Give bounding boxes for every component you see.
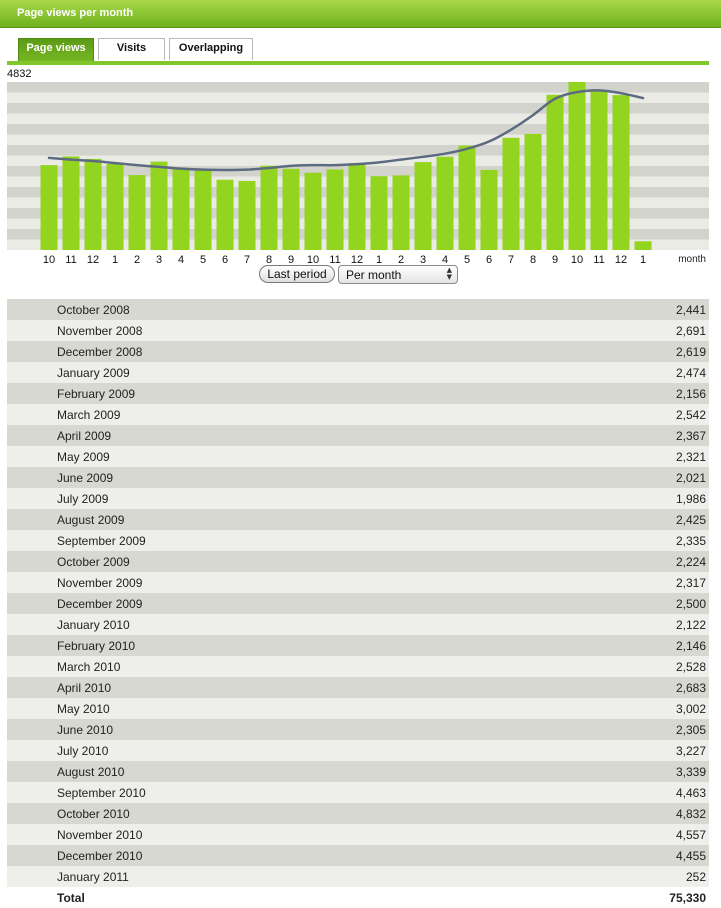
row-value: 1,986	[675, 492, 706, 506]
row-value: 4,455	[675, 849, 706, 863]
chart-bar	[371, 176, 388, 250]
table-row	[7, 404, 709, 425]
chart-bar	[41, 165, 58, 250]
row-value: 4,463	[675, 786, 706, 800]
chart-x-tick-label: 8	[265, 254, 273, 265]
chart-x-tick-label: 12	[86, 254, 100, 265]
chart-bar	[305, 173, 322, 250]
row-value: 2,122	[675, 618, 706, 632]
chart-bar	[481, 170, 498, 250]
table-row	[7, 488, 709, 509]
chart-bar	[261, 166, 278, 250]
row-value: 2,156	[675, 387, 706, 401]
last-period-button[interactable]: Last period	[259, 265, 335, 283]
row-month: July 2010	[57, 744, 109, 758]
chart-bar	[393, 175, 410, 250]
chart-x-tick-label: 10	[42, 254, 56, 265]
table-row	[7, 551, 709, 572]
table-row	[7, 320, 709, 341]
table-row	[7, 446, 709, 467]
table-row	[7, 761, 709, 782]
chart-x-tick-label: 11	[593, 254, 605, 265]
table-row	[7, 425, 709, 446]
table-row	[7, 509, 709, 530]
row-month: May 2010	[57, 702, 110, 716]
chart-bar	[613, 95, 630, 250]
chart-x-tick-label: 6	[221, 254, 229, 265]
table-row	[7, 341, 709, 362]
chart-bar	[547, 95, 564, 250]
row-month: June 2010	[57, 723, 114, 737]
table-row	[7, 866, 709, 887]
chart-x-axis-label: month	[678, 254, 706, 265]
chart-x-tick-label: 2	[397, 254, 405, 265]
chart-bar	[525, 134, 542, 250]
chart-bar	[437, 157, 454, 250]
row-value: 2,425	[675, 513, 706, 527]
chart-x-tick-label: 4	[177, 254, 185, 265]
chart-x-tick-label: 1	[111, 254, 119, 265]
chart-x-tick-label: 8	[529, 254, 537, 265]
chart-bar	[591, 92, 608, 250]
table-row	[7, 719, 709, 740]
row-month: March 2010	[57, 660, 121, 674]
table-row	[7, 635, 709, 656]
table-row	[7, 383, 709, 404]
row-month: December 2009	[57, 597, 143, 611]
chart-bar	[107, 164, 124, 250]
row-value: 2,305	[675, 723, 706, 737]
updown-arrows-icon: ▲ ▼	[446, 266, 452, 281]
row-month: October 2008	[57, 303, 130, 317]
row-value: 2,683	[675, 681, 706, 695]
table-row	[7, 467, 709, 488]
tab-overlapping[interactable]: Overlapping	[169, 38, 253, 60]
chart-bar	[217, 180, 234, 250]
table-row	[7, 572, 709, 593]
row-month: October 2010	[57, 807, 130, 821]
table-row	[7, 824, 709, 845]
chart-x-tick-label: 2	[133, 254, 141, 265]
table-row	[7, 698, 709, 719]
row-value: 2,335	[675, 534, 706, 548]
row-month: November 2008	[57, 324, 143, 338]
row-month: February 2009	[57, 387, 136, 401]
chart-x-tick-label: 4	[441, 254, 449, 265]
chart-x-tick-label: 10	[306, 254, 320, 265]
row-value: 2,321	[675, 450, 706, 464]
row-month: August 2009	[57, 513, 125, 527]
chart-x-tick-label: 9	[551, 254, 559, 265]
table-row	[7, 593, 709, 614]
period-select-value: Per month	[346, 268, 402, 282]
chart-x-tick-label: 3	[155, 254, 163, 265]
row-month: January 2011	[57, 870, 129, 884]
row-value: 2,146	[675, 639, 706, 653]
row-value: 4,832	[675, 807, 706, 821]
table-row	[7, 614, 709, 635]
chart-canvas	[0, 65, 721, 265]
row-month: April 2009	[57, 429, 112, 443]
row-month: January 2010	[57, 618, 130, 632]
chart-bar	[283, 169, 300, 250]
chart-bar	[503, 138, 520, 250]
table-row	[7, 782, 709, 803]
row-value: 2,619	[675, 345, 706, 359]
total-value: 75,330	[669, 891, 706, 905]
row-value: 4,557	[675, 828, 706, 842]
chart-x-tick-label: 10	[570, 254, 584, 265]
chart-bar	[129, 175, 146, 250]
table-row	[7, 299, 709, 320]
table-row	[7, 803, 709, 824]
panel-header	[0, 0, 721, 28]
row-month: November 2009	[57, 576, 143, 590]
chart-bar	[85, 159, 102, 250]
row-month: February 2010	[57, 639, 136, 653]
chart-bar	[63, 156, 80, 250]
row-month: December 2010	[57, 849, 143, 863]
chart-bar	[415, 162, 432, 250]
row-value: 2,500	[675, 597, 706, 611]
chart-x-tick-label: 12	[614, 254, 628, 265]
chart-x-tick-label: 7	[507, 254, 515, 265]
row-month: May 2009	[57, 450, 110, 464]
tab-page-views[interactable]: Page views	[18, 38, 94, 62]
row-value: 2,474	[675, 366, 706, 380]
row-month: June 2009	[57, 471, 114, 485]
row-value: 252	[685, 870, 706, 884]
chart-bar	[459, 146, 476, 250]
row-value: 2,317	[675, 576, 706, 590]
row-value: 2,691	[675, 324, 706, 338]
chart-bar	[151, 162, 168, 250]
row-month: September 2010	[57, 786, 146, 800]
row-month: March 2009	[57, 408, 121, 422]
row-month: October 2009	[57, 555, 130, 569]
row-value: 2,542	[675, 408, 706, 422]
row-month: November 2010	[57, 828, 143, 842]
page-views-chart	[0, 65, 721, 265]
chart-x-tick-label: 1	[639, 254, 647, 265]
row-value: 2,367	[675, 429, 706, 443]
row-value: 3,002	[675, 702, 706, 716]
chart-bar	[349, 163, 366, 250]
row-month: April 2010	[57, 681, 112, 695]
monthly-table	[7, 299, 709, 908]
row-value: 2,224	[675, 555, 706, 569]
row-value: 2,528	[675, 660, 706, 674]
row-month: August 2010	[57, 765, 125, 779]
row-value: 3,339	[675, 765, 706, 779]
chart-x-tick-label: 7	[243, 254, 251, 265]
chart-x-tick-label: 11	[329, 254, 341, 265]
row-month: December 2008	[57, 345, 143, 359]
chart-bar	[173, 168, 190, 250]
table-row	[7, 530, 709, 551]
chart-x-tick-label: 6	[485, 254, 493, 265]
row-value: 2,021	[675, 471, 706, 485]
row-month: July 2009	[57, 492, 109, 506]
table-row	[7, 362, 709, 383]
chart-bar	[239, 181, 256, 250]
table-row	[7, 677, 709, 698]
row-value: 3,227	[675, 744, 706, 758]
chart-bar	[327, 169, 344, 250]
chart-x-tick-label: 11	[65, 254, 77, 265]
chart-max-label: 4832	[7, 68, 32, 80]
row-value: 2,441	[675, 303, 706, 317]
chart-x-tick-label: 12	[350, 254, 364, 265]
chart-x-tick-label: 1	[375, 254, 383, 265]
chart-x-tick-label: 9	[287, 254, 295, 265]
chart-x-tick-label: 5	[463, 254, 471, 265]
chart-x-tick-label: 5	[199, 254, 207, 265]
row-month: January 2009	[57, 366, 130, 380]
panel-title: Page views per month	[17, 7, 134, 19]
table-total-row	[7, 887, 709, 908]
chart-x-tick-label: 3	[419, 254, 427, 265]
chart-bar	[195, 169, 212, 250]
total-label: Total	[57, 891, 85, 905]
chart-bar	[569, 82, 586, 250]
tab-visits[interactable]: Visits	[98, 38, 165, 60]
period-select[interactable]	[338, 265, 458, 284]
table-row	[7, 845, 709, 866]
table-row	[7, 656, 709, 677]
table-row	[7, 740, 709, 761]
chart-bar	[635, 241, 652, 250]
row-month: September 2009	[57, 534, 146, 548]
